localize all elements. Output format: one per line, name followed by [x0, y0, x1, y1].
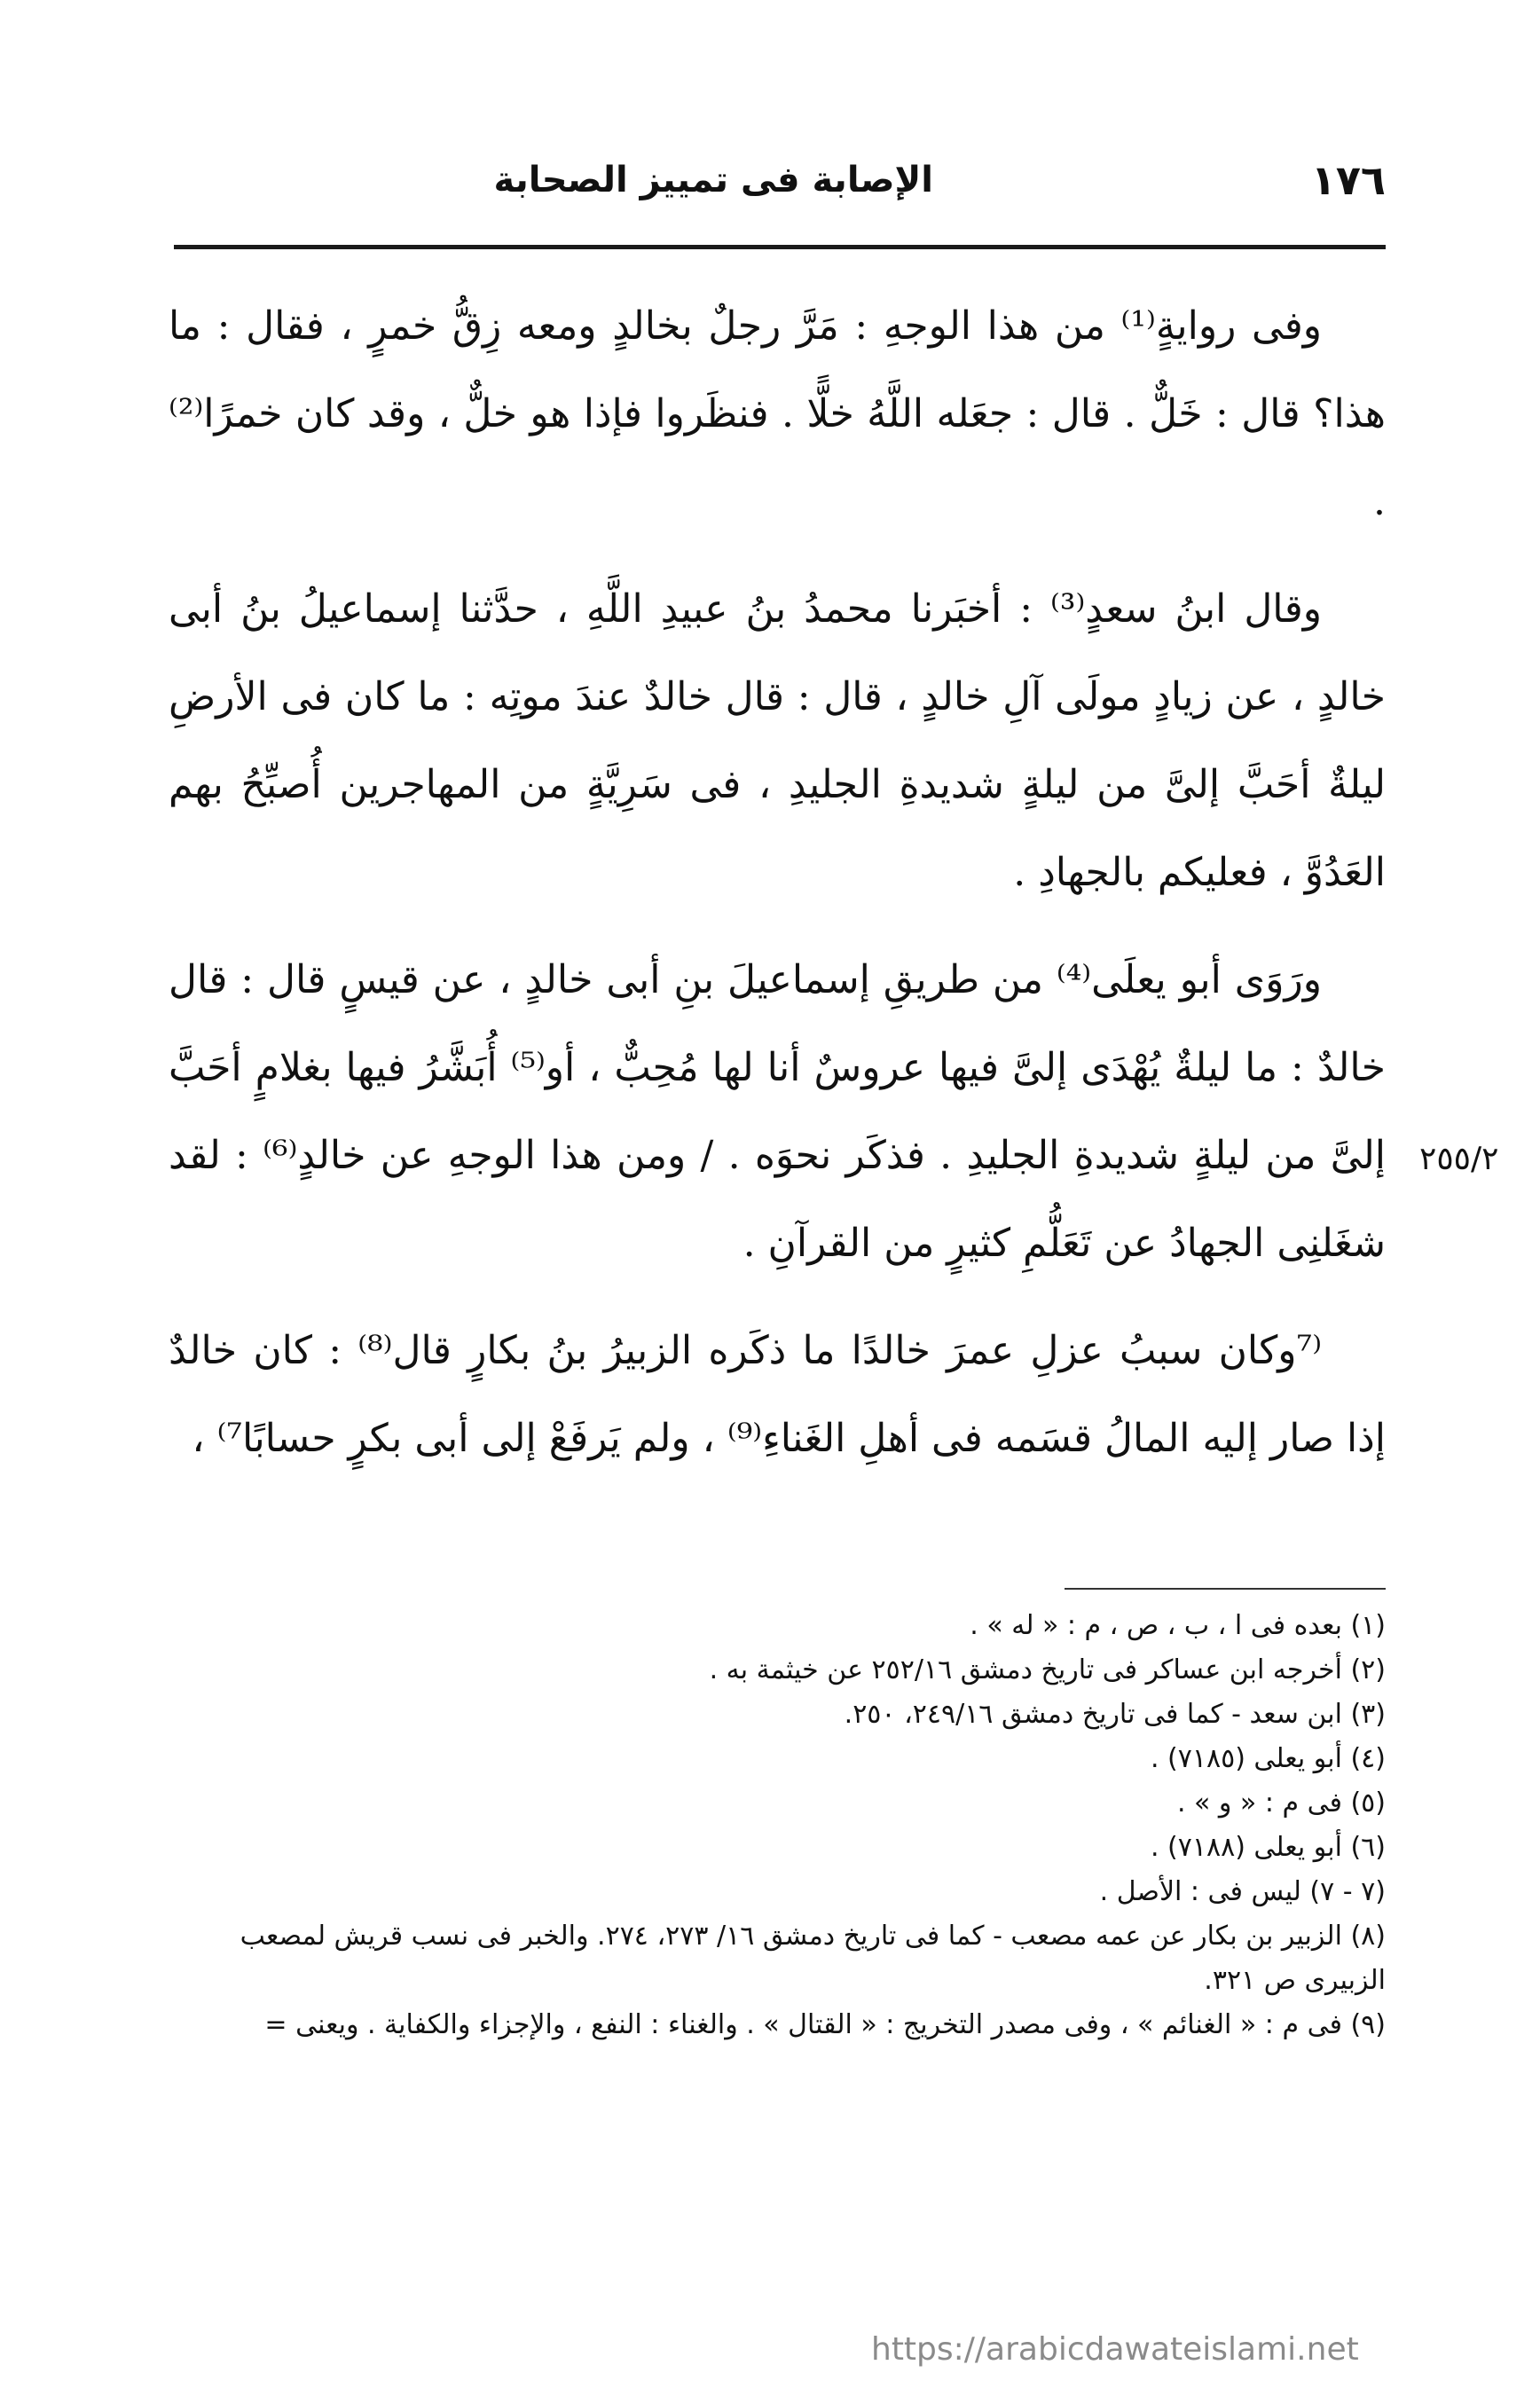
- footnote: (٧ - ٧) ليس فى : الأصل .: [1099, 1876, 1386, 1907]
- header-rule: [174, 245, 1386, 249]
- main-text: [169, 282, 1386, 1502]
- watermark-url: https://arabicdawateislami.net: [871, 2331, 1359, 2368]
- page-header: [174, 156, 1386, 227]
- paragraph: وقال ابنُ سعدٍ⁽³⁾ : أخبَرنا محمدُ بنُ عبيدِ اللَّهِ ، حدَّثنا إسماعيلُ بنُ أبى خالدٍ ، عن زيادٍ مولَى آلِ خالدٍ ، قال : قال خالدٌ عندَ موتِه : ما كان فى الأرضِ ليلةٌ أحَبَّ إلىَّ من ليلةٍ شديدةِ الجليدِ ، فى سَرِيَّةٍ من المهاجرين أُصبِّحُ بهم العَدُوَّ ، فعليكم بالجهادِ .: [169, 586, 1386, 895]
- footnote: (٢) أخرجه ابن عساكر فى تاريخ دمشق ٢٥٢/١٦ عن خيثمة به .: [709, 1654, 1386, 1685]
- footnote: (٨) الزبير بن بكار عن عمه مصعب - كما فى تاريخ دمشق ١٦/ ٢٧٣، ٢٧٤. والخبر فى نسب قريش لمصعب الزبيرى ص ٣٢١.: [240, 1921, 1386, 1996]
- paragraph: وفى روايةٍ⁽¹⁾ من هذا الوجهِ : مَرَّ رجلٌ بخالدٍ ومعه زِقُّ خمرٍ ، فقال : ما هذا؟ قال : خَلٌّ . قال : جعَله اللَّهُ خلًّا . فنظَروا فإذا هو خلٌّ ، وقد كان خمرًا⁽²⁾ .: [169, 303, 1387, 524]
- footnote: (٦) أبو يعلى (٧١٨٨) .: [1150, 1832, 1386, 1863]
- paragraph: ⁽⁷وكان سببُ عزلِ عمرَ خالدًا ما ذكَره الزبيرُ بنُ بكارٍ قال⁽⁸⁾ : كان خالدٌ إذا صار إليه المالُ قسَمه فى أهلِ الغَناءِ⁽⁹⁾ ، ولم يَرفَعْ إلى أبى بكرٍ حسابًا⁷⁾ ،: [169, 1328, 1386, 1461]
- paragraph: ورَوَى أبو يعلَى⁽⁴⁾ من طريقِ إسماعيلَ بنِ أبى خالدٍ ، عن قيسٍ قال : قال خالدٌ : ما ليلةٌ يُهْدَى إلىَّ فيها عروسٌ أنا لها مُحِبٌّ ، أو⁽⁵⁾ أُبَشَّرُ فيها بغلامٍ أحَبَّ إلىَّ من ليلةٍ شديدةِ الجليدِ . فذكَر نحوَه . / ومن هذا الوجهِ عن خالدٍ⁽⁶⁾ : لقد شغَلنِى الجهادُ عن تَعَلُّمِ كثيرٍ من القرآنِ .: [169, 957, 1386, 1266]
- margin-volume-page-ref: ٢٥٥/٢: [1419, 1141, 1499, 1177]
- footnotes: [169, 1604, 1386, 2047]
- footnote: (٣) ابن سعد - كما فى تاريخ دمشق ٢٤٩/١٦، ٢٥٠.: [844, 1699, 1386, 1730]
- page-number: ١٧٦: [1310, 156, 1386, 204]
- footnote: (٥) فى م : « و » .: [1176, 1787, 1386, 1819]
- footnote: (٩) فى م : « الغنائم » ، وفى مصدر التخريج : « القتال » . والغناء : النفع ، والإجزاء والكفاية . ويعنى =: [264, 2009, 1386, 2040]
- footnote: (٤) أبو يعلى (٧١٨٥) .: [1150, 1743, 1386, 1774]
- footnote-rule: [1065, 1588, 1386, 1590]
- footnote: (١) بعده فى ا ، ب ، ص ، م : « له » .: [970, 1610, 1386, 1641]
- running-title: الإصابة فى تمييز الصحابة: [493, 160, 933, 200]
